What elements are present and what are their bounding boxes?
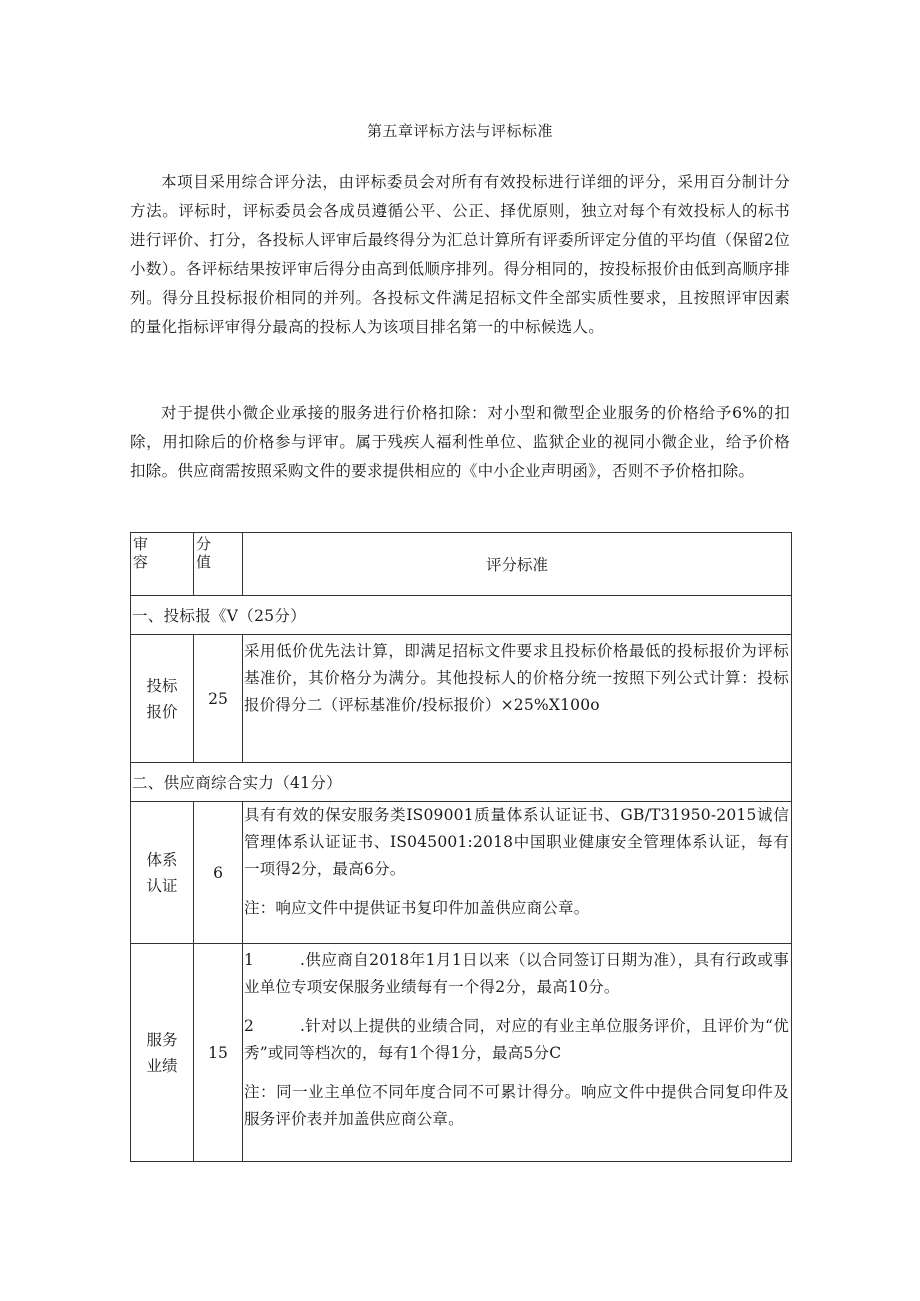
item2-text: .针对以上提供的业绩合同，对应的有业主单位服务评价，且评价为“优秀”或同等档次的，每有1个得1分，最高5分C xyxy=(244,1017,789,1062)
scoring-table xyxy=(130,532,792,1162)
header-score xyxy=(194,533,243,596)
criteria-performance-note: 注：同一业主单位不同年度合同不可累计得分。响应文件中提供合同复印件及服务评价表并加盖供应商公章。 xyxy=(244,1083,789,1128)
criteria-cert-note: 注：响应文件中提供证书复印件加盖供应商公章。 xyxy=(244,899,590,917)
item2-number: 2 xyxy=(244,1017,255,1035)
row-label-cert-line1: 体系 xyxy=(146,850,178,869)
criteria-price-text: 采用低价优先法计算，即满足招标文件要求且投标价格最低的投标报价为评标基准价，其价格分为满分。其他投标人的价格分统一按照下列公式计算：投标报价得分二（评标基准价/投标报价）×25%X100o xyxy=(244,642,789,714)
row-criteria-cert xyxy=(243,802,792,944)
row-label-performance xyxy=(131,944,194,1162)
row-criteria-price xyxy=(243,635,792,763)
header-col2-line2: 值 xyxy=(196,553,212,571)
row-label-performance-line2: 业绩 xyxy=(146,1056,178,1075)
item1-text: .供应商自2018年1月1日以来（以合同签订日期为准），具有行政或事业单位专项安保服务业绩每有一个得2分，最高10分。 xyxy=(244,951,789,996)
paragraph-evaluation-method: 本项目采用综合评分法，由评标委员会对所有有效投标进行详细的评分，采用百分制计分方法。评标时，评标委员会各成员遵循公平、公正、择优原则，独立对每个有效投标人的标书进行评价、打分，各投标人评审后最终得分为汇总计算所有评委所评定分值的平均值（保留2位小数）。各评标结果按评审后得分由高到低顺序排列。得分相同的，按投标报价由低到高顺序排列。得分且投标报价相同的并列。各投标文件满足招标文件全部实质性要求，且按照评审因素的量化指标评审得分最高的投标人为该项目排名第一的中标候选人。 xyxy=(130,173,790,336)
table-header-row xyxy=(131,533,792,596)
criteria-cert-text: 具有有效的保安服务类IS09001质量体系认证证书、GB/T31950-2015诚信管理体系认证证书、IS045001:2018中国职业健康安全管理体系认证，每有一项得2分，最高6分。 xyxy=(244,806,789,878)
section-row-price xyxy=(131,596,792,635)
criteria-performance-item2 xyxy=(244,1013,789,1067)
section-title-price: 一、投标报《V（25分） xyxy=(131,596,792,635)
row-label-price-line2: 报价 xyxy=(146,702,178,721)
row-label-price-line1: 投标 xyxy=(146,676,178,695)
table-row-performance xyxy=(131,944,792,1162)
header-criteria: 评分标准 xyxy=(243,533,792,596)
chapter-title: 第五章评标方法与评标标准 xyxy=(366,122,553,140)
section-title-strength: 二、供应商综合实力（41分） xyxy=(131,763,792,802)
row-label-cert xyxy=(131,802,194,944)
section-row-strength xyxy=(131,763,792,802)
header-col1-line2: 容 xyxy=(133,553,149,571)
row-score-price: 25 xyxy=(194,635,243,763)
table-row-price xyxy=(131,635,792,763)
paragraph-price-deduction: 对于提供小微企业承接的服务进行价格扣除：对小型和微型企业服务的价格给予6%的扣除，用扣除后的价格参与评审。属于残疾人福利性单位、监狱企业的视同小微企业，给予价格扣除。供应商需按照采购文件的要求提供相应的《中小企业声明函》，否则不予价格扣除。 xyxy=(130,404,790,480)
header-col2-line1: 分 xyxy=(196,535,212,553)
row-score-performance: 15 xyxy=(194,944,243,1162)
header-review-content xyxy=(131,533,194,596)
header-col1-line1: 审 xyxy=(133,535,149,553)
row-label-price xyxy=(131,635,194,763)
row-score-cert: 6 xyxy=(194,802,243,944)
row-label-performance-line1: 服务 xyxy=(146,1030,178,1049)
table-row-cert xyxy=(131,802,792,944)
row-label-cert-line2: 认证 xyxy=(146,876,178,895)
row-criteria-performance xyxy=(243,944,792,1162)
criteria-performance-item1 xyxy=(244,947,789,1001)
item1-number: 1 xyxy=(244,951,255,969)
